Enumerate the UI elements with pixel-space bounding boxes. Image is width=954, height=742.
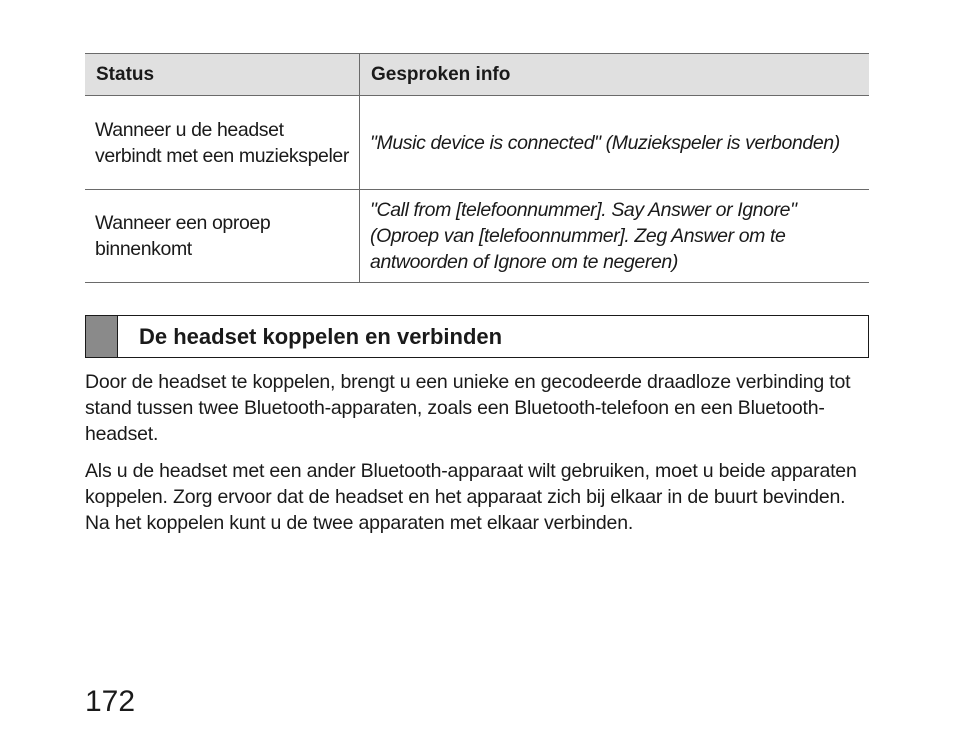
status-cell: Wanneer u de headset verbindt met een muziekspeler — [85, 96, 360, 190]
section-title: De headset koppelen en verbinden — [139, 324, 503, 349]
body-paragraph: Door de headset te koppelen, brengt u een unieke en gecodeerde draadloze verbinding tot stand tussen twee Bluetooth-apparaten, zoals een Bluetooth-telefoon en een Bluetooth-headset. — [85, 371, 851, 445]
spoken-info-cell: "Music device is connected" (Muziekspeler is verbonden) — [360, 96, 870, 190]
table-row — [85, 190, 869, 283]
table-row — [85, 96, 869, 190]
section-heading — [85, 315, 869, 358]
body-paragraph: Als u de headset met een ander Bluetooth-apparaat wilt gebruiken, moet u beide apparaten koppelen. Zorg ervoor dat de headset en het apparaat zich bij elkaar in de buurt bevinden. Na het koppelen kunt u de twee apparaten met elkaar verbinden. — [85, 460, 857, 534]
status-cell: Wanneer een oproep binnenkomt — [85, 190, 360, 283]
header-status: Status — [85, 54, 360, 96]
header-spoken-info: Gesproken info — [360, 54, 870, 96]
table-header-row — [85, 54, 869, 96]
spoken-info-table — [85, 53, 869, 283]
section-marker-block — [86, 316, 118, 357]
page-number: 172 — [85, 685, 136, 718]
spoken-info-cell: "Call from [telefoonnummer]. Say Answer or Ignore" (Oproep van [telefoonnummer]. Zeg Answer om te antwoorden of Ignore om te negeren) — [360, 190, 870, 283]
